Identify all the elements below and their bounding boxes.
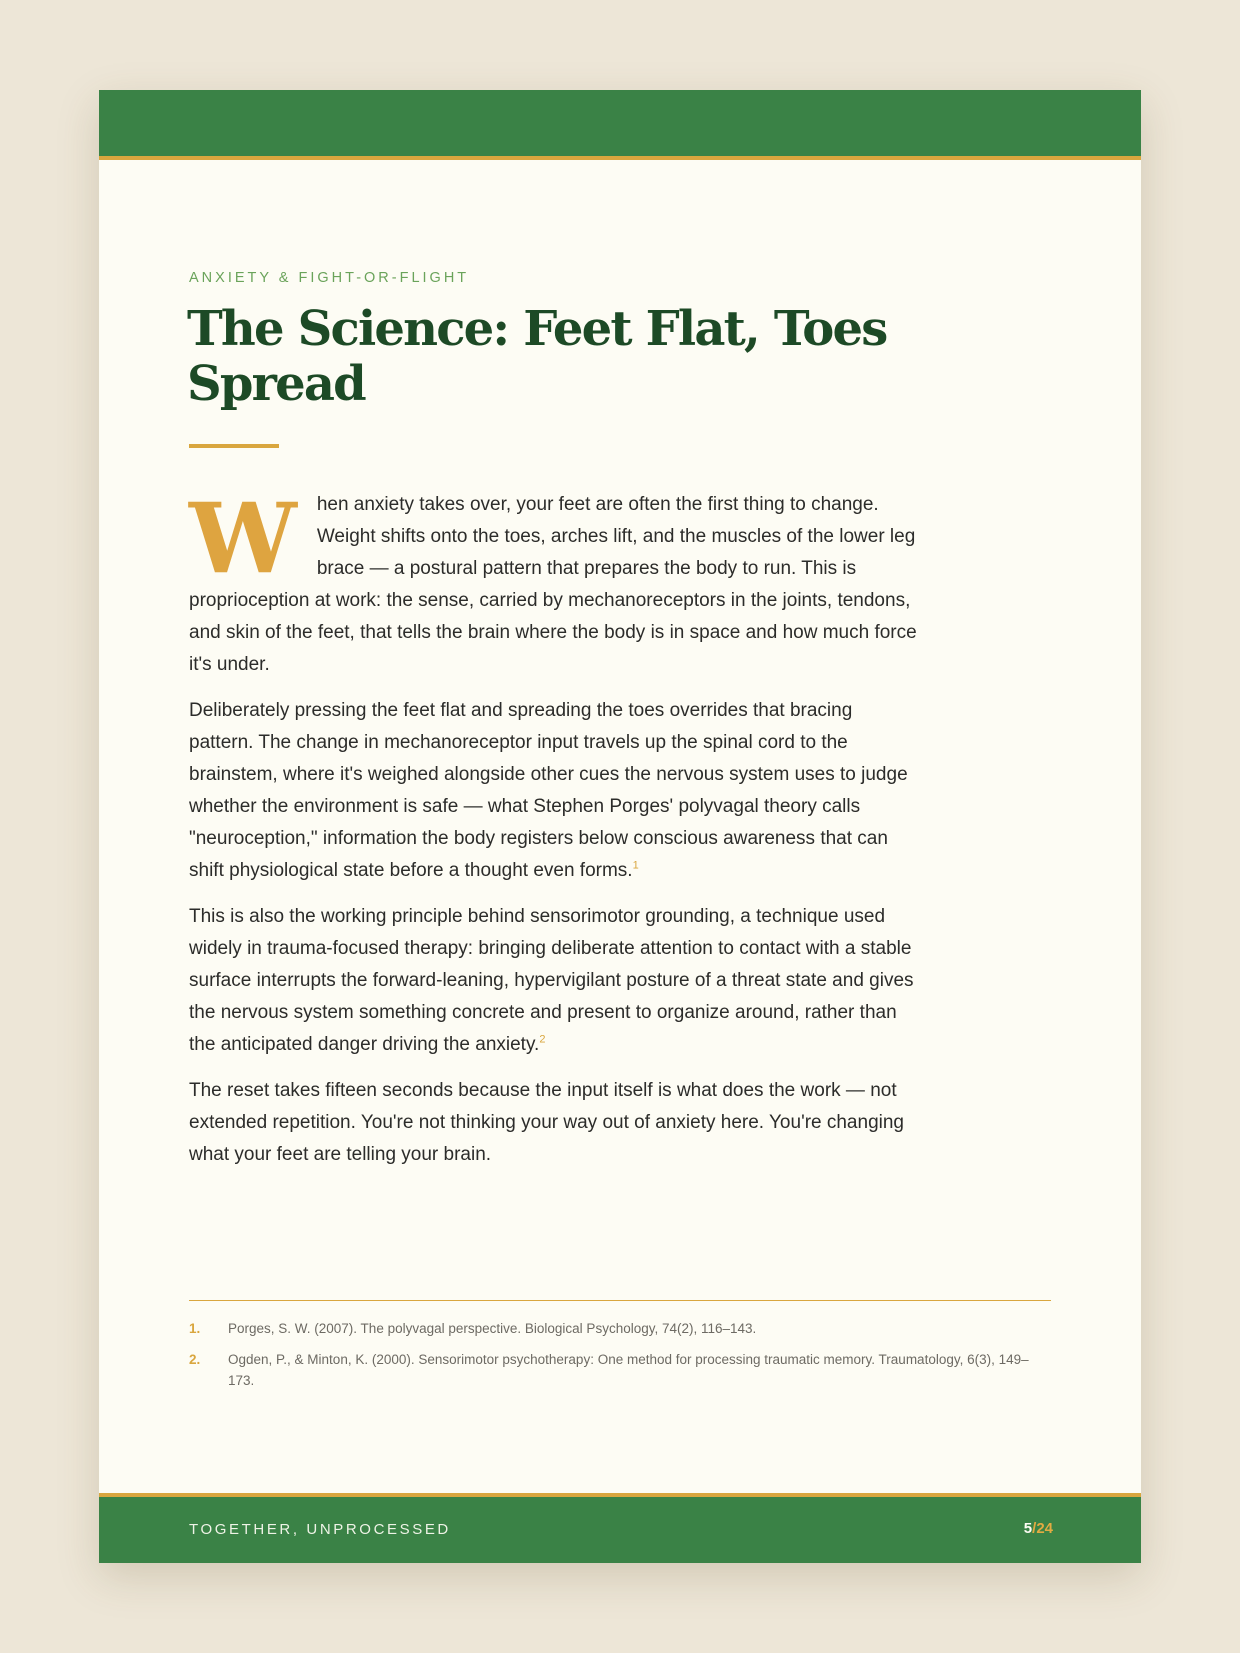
footnote-ref-2[interactable]: 2	[539, 1033, 546, 1046]
footnote-text: Ogden, P., & Minton, K. (2000). Sensorimotor psychotherapy: One method for processing traumatic memory. Traumatology, 6(3), 149–173.	[228, 1352, 1029, 1388]
footnote-ref-1[interactable]: 1	[632, 859, 639, 872]
footnote-number: 2.	[189, 1352, 201, 1367]
page-current: 5	[1023, 1520, 1033, 1537]
footnote-text: Porges, S. W. (2007). The polyvagal perspective. Biological Psychology, 74(2), 116–143.	[228, 1321, 757, 1336]
footer-brand: TOGETHER, UNPROCESSED	[189, 1521, 451, 1538]
paragraph-3	[189, 901, 919, 1061]
page-title: The Science: Feet Flat, Toes Spread	[187, 301, 887, 412]
footnote-divider	[189, 1300, 1051, 1301]
paragraph-3-text: This is also the working principle behind sensorimotor grounding, a technique used widely in trauma-focused therapy: bringing deliberate attention to contact with a stable surface interrupts the forward-leaning, hypervigilant posture of a threat state and gives the nervous system something concrete and present to organize around, rather than the anticipated danger driving the anxiety.	[189, 906, 914, 1055]
paragraph-2-text: Deliberately pressing the feet flat and spreading the toes overrides that bracing pattern. The change in mechanoreceptor input travels up the spinal cord to the brainstem, where it's weighed alongside other cues the nervous system uses to judge whether the environment is safe — what Stephen Porges' polyvagal theory calls "neuroception," information the body registers below conscious awareness that can shift physiological state before a thought even forms.	[189, 700, 908, 881]
paragraph-1	[189, 482, 919, 681]
paragraph-2	[189, 695, 919, 887]
footnote-list	[189, 1318, 1051, 1401]
footer-band	[99, 1493, 1141, 1563]
section-eyebrow: ANXIETY & FIGHT-OR-FLIGHT	[189, 270, 470, 286]
page-separator: /	[1032, 1520, 1037, 1537]
paragraph-1-text: hen anxiety takes over, your feet are often the first thing to change. Weight shifts onto the toes, arches lift, and the muscles of the lower leg brace — a postural pattern that prepares the body to run. This is proprioception at work: the sense, carried by mechanoreceptors in the joints, tendons, and skin of the feet, that tells the brain where the body is in space and how much force it's under.	[189, 494, 917, 675]
article-body	[189, 482, 919, 1185]
footnote-item	[189, 1318, 1051, 1339]
page-total: 24	[1036, 1520, 1053, 1537]
paragraph-4	[189, 1075, 919, 1171]
header-band	[99, 90, 1141, 160]
paragraph-4-text: The reset takes fifteen seconds because the input itself is what does the work — not extended repetition. You're not thinking your way out of anxiety here. You're changing what your feet are telling your brain.	[189, 1080, 904, 1165]
drop-cap: W	[189, 482, 293, 595]
footnote-item	[189, 1349, 1051, 1391]
title-underline-rule	[189, 444, 279, 448]
document-page	[99, 90, 1141, 1563]
footnote-number: 1.	[189, 1321, 201, 1336]
page-number	[1024, 1520, 1053, 1537]
